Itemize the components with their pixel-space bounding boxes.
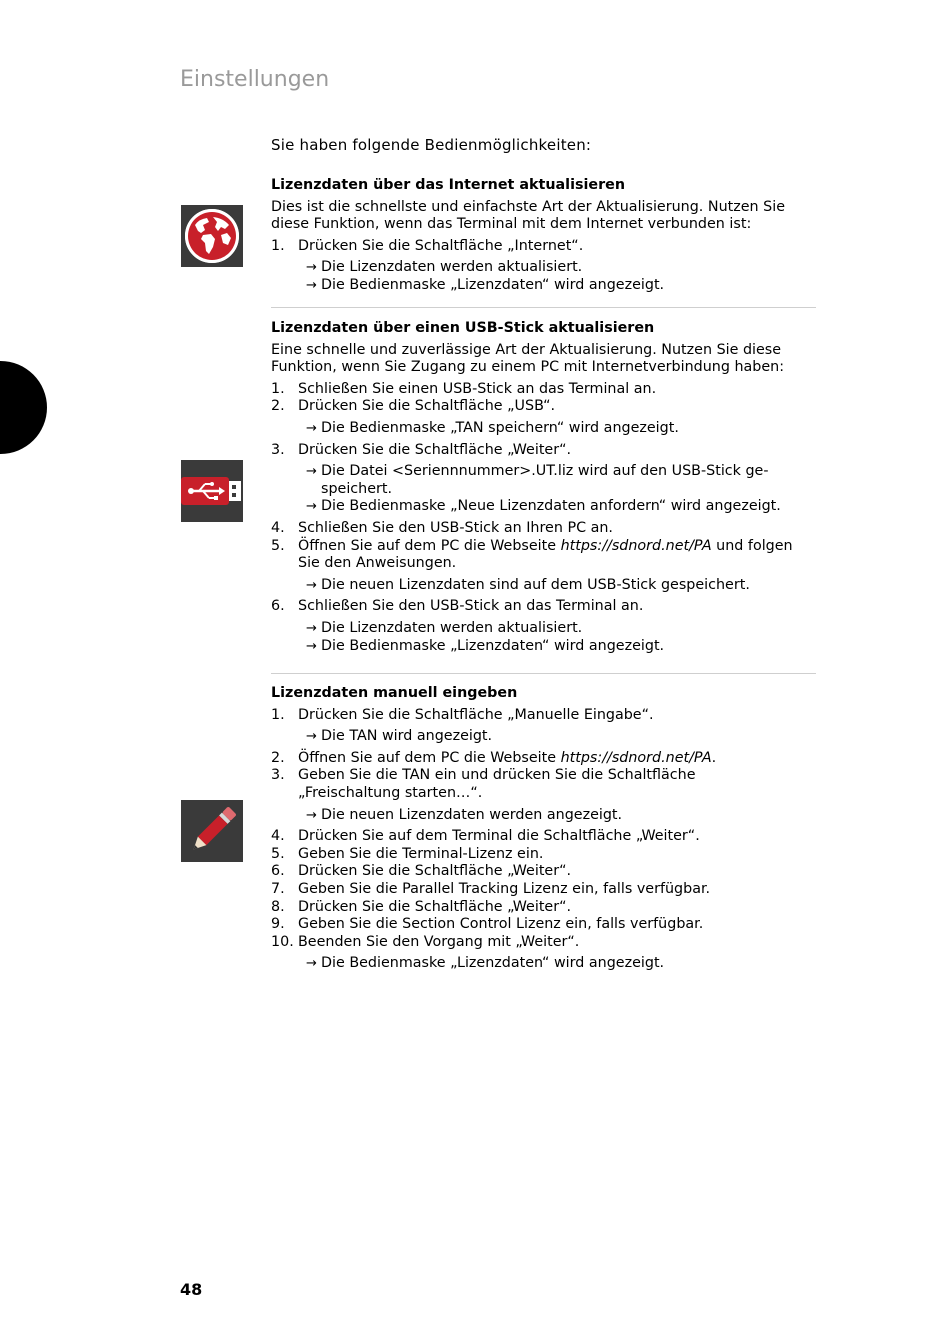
arrow-icon: → [306, 638, 317, 654]
url-link: https://sdnord.net/PA [560, 749, 712, 766]
arrow-icon: → [306, 260, 317, 276]
step-item: 2. Drücken Sie die Schaltfläche „USB“. [271, 398, 556, 415]
step-item: 3. Drücken Sie die Schaltfläche „Weiter“. [271, 441, 572, 458]
step-item: 2. Öffnen Sie auf dem PC die Webseite https://sdnord.net/PA. [271, 749, 717, 766]
step-item: 6. Schließen Sie den USB-Stick an das Terminal an. [271, 598, 644, 615]
arrow-icon: → [306, 620, 317, 636]
usb-icon [181, 460, 243, 522]
result-item: → Die Bedienmaske „Neue Lizenzdaten anfordern“ wird angezeigt. [306, 498, 781, 515]
chapter-tab-marker [0, 361, 47, 454]
step-item: 1. Schließen Sie einen USB-Stick an das Terminal an. [271, 380, 657, 397]
result-item: → Die TAN wird angezeigt. [306, 728, 493, 745]
page-number: 48 [180, 1280, 203, 1299]
section-paragraph: Eine schnelle und zuverlässige Art der Aktualisierung. Nutzen Sie diese Funktion, wenn Sie Zugang zu einem PC mit Internetverbindung haben: [271, 341, 785, 376]
result-item: → Die neuen Lizenzdaten werden angezeigt. [306, 806, 623, 823]
result-item: → Die Bedienmaske „Lizenzdaten“ wird angezeigt. [306, 637, 665, 654]
pencil-icon [181, 800, 243, 862]
url-link: https://sdnord.net/PA [560, 537, 712, 554]
step-item: 7. Geben Sie die Parallel Tracking Lizenz ein, falls verfügbar. [271, 880, 711, 897]
section-divider [271, 673, 816, 674]
arrow-icon: → [306, 277, 317, 293]
step-item: 9. Geben Sie die Section Control Lizenz ein, falls verfügbar. [271, 916, 704, 933]
step-item: 5. Öffnen Sie auf dem PC die Webseite https://sdnord.net/PA und folgen Sie den Anweisungen. [271, 537, 793, 572]
section-manual [271, 685, 816, 977]
chapter-title: Einstellungen [180, 67, 330, 92]
section-internet [271, 177, 816, 299]
arrow-icon: → [306, 420, 317, 436]
step-item: 8. Drücken Sie die Schaltfläche „Weiter“. [271, 898, 572, 915]
arrow-icon: → [306, 499, 317, 515]
step-item: 4. Schließen Sie den USB-Stick an Ihren PC an. [271, 519, 613, 536]
arrow-icon: → [306, 956, 317, 972]
result-item: → Die Bedienmaske „Lizenzdaten“ wird angezeigt. [306, 955, 665, 972]
arrow-icon: → [306, 464, 317, 480]
arrow-icon: → [306, 729, 317, 745]
arrow-icon: → [306, 577, 317, 593]
section-title: Lizenzdaten manuell eingeben [271, 685, 518, 701]
step-item: 10. Beenden Sie den Vorgang mit „Weiter“. [271, 933, 580, 950]
result-item: → Die Bedienmaske „Lizenzdaten“ wird angezeigt. [306, 276, 665, 293]
section-title: Lizenzdaten über einen USB-Stick aktualisieren [271, 320, 655, 336]
section-usb [271, 320, 816, 659]
section-title: Lizenzdaten über das Internet aktualisieren [271, 177, 626, 193]
result-item: → Die Lizenzdaten werden aktualisiert. [306, 259, 583, 276]
intro-text: Sie haben folgende Bedienmöglichkeiten: [271, 136, 592, 154]
result-item: → Die Datei <Seriennnummer>.UT.liz wird auf den USB-Stick ge- speichert. [306, 463, 769, 497]
globe-icon [181, 205, 243, 267]
section-divider [271, 307, 816, 308]
step-item: 5. Geben Sie die Terminal-Lizenz ein. [271, 845, 544, 862]
section-paragraph: Dies ist die schnellste und einfachste Art der Aktualisierung. Nutzen Sie diese Funktion, wenn das Terminal mit dem Internet verbunden ist: [271, 198, 786, 233]
step-item: 4. Drücken Sie auf dem Terminal die Schaltfläche „Weiter“. [271, 828, 700, 845]
result-item: → Die Lizenzdaten werden aktualisiert. [306, 619, 583, 636]
step-item: 1. Drücken Sie die Schaltfläche „Manuelle Eingabe“. [271, 706, 654, 723]
step-item: 3. Geben Sie die TAN ein und drücken Sie die Schaltfläche „Freischaltung starten…“. [271, 767, 696, 801]
result-item: → Die neuen Lizenzdaten sind auf dem USB-Stick gespeichert. [306, 576, 750, 593]
arrow-icon: → [306, 807, 317, 823]
step-item: 1. Drücken Sie die Schaltfläche „Internet“. [271, 237, 584, 254]
step-item: 6. Drücken Sie die Schaltfläche „Weiter“. [271, 863, 572, 880]
result-item: → Die Bedienmaske „TAN speichern“ wird angezeigt. [306, 419, 679, 436]
